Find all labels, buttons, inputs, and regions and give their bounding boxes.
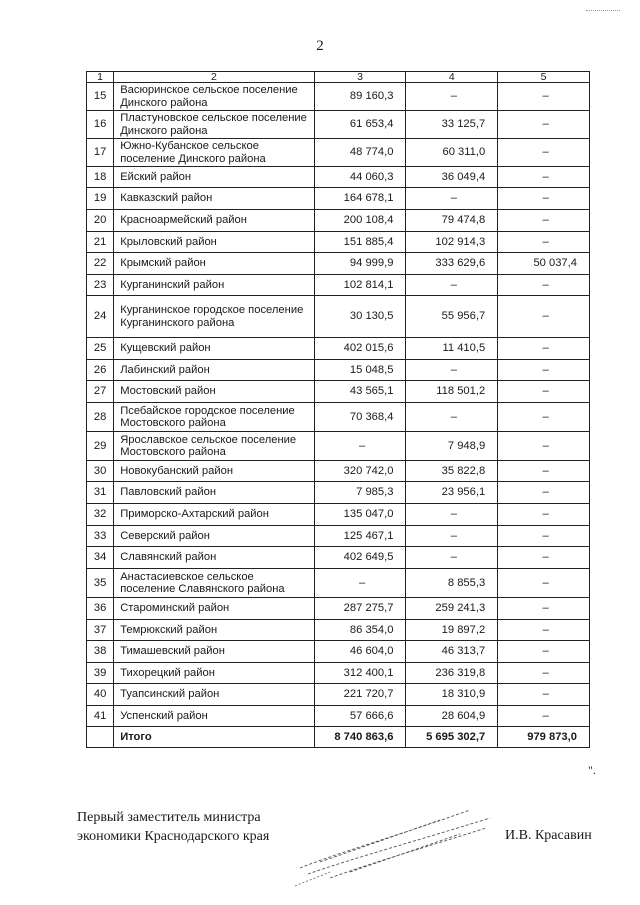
row-number: 22 bbox=[87, 253, 114, 275]
row-value-col4: 18 310,9 bbox=[406, 684, 498, 706]
row-value-col4: 8 855,3 bbox=[406, 569, 498, 598]
row-number: 30 bbox=[87, 461, 114, 482]
total-row bbox=[87, 727, 590, 748]
total-value-col3: 8 740 863,6 bbox=[314, 727, 406, 748]
table-row bbox=[87, 210, 590, 232]
row-value-col3: 102 814,1 bbox=[314, 275, 406, 296]
row-number: 32 bbox=[87, 504, 114, 526]
row-number: 38 bbox=[87, 641, 114, 663]
row-name: Кущевский район bbox=[114, 338, 315, 360]
table-row bbox=[87, 663, 590, 684]
table-row bbox=[87, 253, 590, 275]
budget-table bbox=[86, 71, 590, 748]
table-row bbox=[87, 598, 590, 620]
row-value-col3: 70 368,4 bbox=[314, 403, 406, 432]
table-row bbox=[87, 111, 590, 139]
row-number: 33 bbox=[87, 526, 114, 547]
row-value-col5: – bbox=[498, 504, 590, 526]
row-value-col3: 61 653,4 bbox=[314, 111, 406, 139]
row-value-col4: 118 501,2 bbox=[406, 381, 498, 403]
row-value-col3: – bbox=[314, 432, 406, 461]
row-number: 17 bbox=[87, 139, 114, 167]
handwritten-signature bbox=[290, 790, 510, 890]
row-value-col3: 44 060,3 bbox=[314, 167, 406, 188]
row-number: 25 bbox=[87, 338, 114, 360]
row-name: Приморско-Ахтарский район bbox=[114, 504, 315, 526]
row-value-col4: 333 629,6 bbox=[406, 253, 498, 275]
row-value-col4: 46 313,7 bbox=[406, 641, 498, 663]
row-name: Славянский район bbox=[114, 547, 315, 569]
row-number: 35 bbox=[87, 569, 114, 598]
row-value-col5: – bbox=[498, 641, 590, 663]
row-value-col5: – bbox=[498, 296, 590, 338]
row-value-col3: 94 999,9 bbox=[314, 253, 406, 275]
table-row bbox=[87, 83, 590, 111]
row-value-col3: 48 774,0 bbox=[314, 139, 406, 167]
table-row bbox=[87, 684, 590, 706]
row-name: Успенский район bbox=[114, 706, 315, 727]
column-number-4: 4 bbox=[406, 72, 498, 83]
row-value-col4: 55 956,7 bbox=[406, 296, 498, 338]
row-number: 19 bbox=[87, 188, 114, 210]
row-name: Курганинский район bbox=[114, 275, 315, 296]
row-value-col3: 89 160,3 bbox=[314, 83, 406, 111]
table-row bbox=[87, 547, 590, 569]
total-label: Итого bbox=[114, 727, 315, 748]
row-name: Анастасиевское сельское поселение Славянского района bbox=[114, 569, 315, 598]
row-value-col4: 60 311,0 bbox=[406, 139, 498, 167]
row-value-col3: 287 275,7 bbox=[314, 598, 406, 620]
row-number: 28 bbox=[87, 403, 114, 432]
table-row bbox=[87, 232, 590, 253]
table-row bbox=[87, 275, 590, 296]
row-value-col3: 164 678,1 bbox=[314, 188, 406, 210]
row-number: 39 bbox=[87, 663, 114, 684]
table-row bbox=[87, 403, 590, 432]
row-name: Павловский район bbox=[114, 482, 315, 504]
row-value-col3: 402 015,6 bbox=[314, 338, 406, 360]
column-number-row bbox=[87, 72, 590, 83]
row-number: 36 bbox=[87, 598, 114, 620]
row-value-col4: 102 914,3 bbox=[406, 232, 498, 253]
row-name: Курганинское городское поселение Курганинского района bbox=[114, 296, 315, 338]
row-name: Ейский район bbox=[114, 167, 315, 188]
row-value-col3: 86 354,0 bbox=[314, 620, 406, 641]
row-number: 37 bbox=[87, 620, 114, 641]
row-value-col5: – bbox=[498, 663, 590, 684]
row-value-col4: – bbox=[406, 526, 498, 547]
row-value-col4: 35 822,8 bbox=[406, 461, 498, 482]
signature-title-line-1: Первый заместитель министра bbox=[77, 810, 261, 825]
row-value-col3: 30 130,5 bbox=[314, 296, 406, 338]
table-row bbox=[87, 526, 590, 547]
row-value-col4: – bbox=[406, 83, 498, 111]
row-value-col4: 28 604,9 bbox=[406, 706, 498, 727]
row-value-col4: 23 956,1 bbox=[406, 482, 498, 504]
row-name: Староминский район bbox=[114, 598, 315, 620]
table-row bbox=[87, 461, 590, 482]
table-row bbox=[87, 188, 590, 210]
row-number: 34 bbox=[87, 547, 114, 569]
row-name: Красноармейский район bbox=[114, 210, 315, 232]
closing-quote: ". bbox=[588, 763, 596, 777]
table-row bbox=[87, 706, 590, 727]
column-number-1: 1 bbox=[87, 72, 114, 83]
row-value-col5: – bbox=[498, 547, 590, 569]
row-value-col5: – bbox=[498, 188, 590, 210]
row-number: 26 bbox=[87, 360, 114, 381]
table-row bbox=[87, 482, 590, 504]
row-number: 15 bbox=[87, 83, 114, 111]
table-row bbox=[87, 641, 590, 663]
row-number: 24 bbox=[87, 296, 114, 338]
row-value-col4: 33 125,7 bbox=[406, 111, 498, 139]
table-row bbox=[87, 139, 590, 167]
row-name: Крымский район bbox=[114, 253, 315, 275]
row-value-col5: – bbox=[498, 83, 590, 111]
signature-title bbox=[77, 808, 269, 846]
row-value-col4: – bbox=[406, 188, 498, 210]
row-name: Тихорецкий район bbox=[114, 663, 315, 684]
row-value-col5: – bbox=[498, 360, 590, 381]
table-row bbox=[87, 296, 590, 338]
row-name: Лабинский район bbox=[114, 360, 315, 381]
row-value-col4: – bbox=[406, 504, 498, 526]
column-number-2: 2 bbox=[114, 72, 315, 83]
row-value-col4: 79 474,8 bbox=[406, 210, 498, 232]
row-name: Пластуновское сельское поселение Динского района bbox=[114, 111, 315, 139]
row-value-col4: 236 319,8 bbox=[406, 663, 498, 684]
row-number: 18 bbox=[87, 167, 114, 188]
column-number-5: 5 bbox=[498, 72, 590, 83]
row-name: Новокубанский район bbox=[114, 461, 315, 482]
table-row bbox=[87, 381, 590, 403]
row-value-col5: – bbox=[498, 482, 590, 504]
row-value-col5: – bbox=[498, 232, 590, 253]
row-value-col5: – bbox=[498, 598, 590, 620]
row-value-col5: – bbox=[498, 526, 590, 547]
row-value-col3: 46 604,0 bbox=[314, 641, 406, 663]
row-value-col3: – bbox=[314, 569, 406, 598]
row-value-col3: 57 666,6 bbox=[314, 706, 406, 727]
row-value-col5: – bbox=[498, 569, 590, 598]
row-value-col4: 7 948,9 bbox=[406, 432, 498, 461]
row-value-col5: – bbox=[498, 139, 590, 167]
row-value-col4: – bbox=[406, 403, 498, 432]
row-value-col3: 320 742,0 bbox=[314, 461, 406, 482]
top-corner-mark bbox=[586, 10, 620, 11]
row-value-col5: – bbox=[498, 432, 590, 461]
row-name: Туапсинский район bbox=[114, 684, 315, 706]
table-row bbox=[87, 338, 590, 360]
row-value-col3: 125 467,1 bbox=[314, 526, 406, 547]
row-number: 27 bbox=[87, 381, 114, 403]
row-value-col4: – bbox=[406, 275, 498, 296]
row-value-col4: 19 897,2 bbox=[406, 620, 498, 641]
row-value-col3: 402 649,5 bbox=[314, 547, 406, 569]
table-row bbox=[87, 432, 590, 461]
row-value-col5: – bbox=[498, 111, 590, 139]
row-value-col4: 11 410,5 bbox=[406, 338, 498, 360]
row-name: Северский район bbox=[114, 526, 315, 547]
row-name: Южно-Кубанское сельское поселение Динского района bbox=[114, 139, 315, 167]
row-number: 31 bbox=[87, 482, 114, 504]
row-name: Тимашевский район bbox=[114, 641, 315, 663]
row-number: 20 bbox=[87, 210, 114, 232]
row-value-col5: 50 037,4 bbox=[498, 253, 590, 275]
row-value-col3: 7 985,3 bbox=[314, 482, 406, 504]
row-value-col3: 43 565,1 bbox=[314, 381, 406, 403]
row-name: Крыловский район bbox=[114, 232, 315, 253]
page-number: 2 bbox=[316, 38, 324, 54]
row-value-col3: 151 885,4 bbox=[314, 232, 406, 253]
row-value-col5: – bbox=[498, 210, 590, 232]
row-name: Кавказский район bbox=[114, 188, 315, 210]
row-value-col4: – bbox=[406, 547, 498, 569]
row-name: Ярославское сельское поселение Мостовского района bbox=[114, 432, 315, 461]
row-name: Темрюкский район bbox=[114, 620, 315, 641]
table-row bbox=[87, 569, 590, 598]
row-number: 41 bbox=[87, 706, 114, 727]
row-value-col5: – bbox=[498, 167, 590, 188]
row-value-col5: – bbox=[498, 338, 590, 360]
row-value-col4: – bbox=[406, 360, 498, 381]
row-name: Псебайское городское поселение Мостовского района bbox=[114, 403, 315, 432]
column-number-3: 3 bbox=[314, 72, 406, 83]
row-value-col5: – bbox=[498, 381, 590, 403]
row-value-col4: 259 241,3 bbox=[406, 598, 498, 620]
row-value-col3: 221 720,7 bbox=[314, 684, 406, 706]
table-row bbox=[87, 167, 590, 188]
row-name: Мостовский район bbox=[114, 381, 315, 403]
row-value-col5: – bbox=[498, 620, 590, 641]
row-value-col4: 36 049,4 bbox=[406, 167, 498, 188]
signer-name: И.В. Красавин bbox=[505, 828, 592, 843]
row-name: Васюринское сельское поселение Динского района bbox=[114, 83, 315, 111]
table-row bbox=[87, 504, 590, 526]
row-value-col5: – bbox=[498, 403, 590, 432]
total-value-col5: 979 873,0 bbox=[498, 727, 590, 748]
table-row bbox=[87, 620, 590, 641]
row-value-col3: 200 108,4 bbox=[314, 210, 406, 232]
row-number: 16 bbox=[87, 111, 114, 139]
table-row bbox=[87, 360, 590, 381]
row-value-col5: – bbox=[498, 275, 590, 296]
total-number bbox=[87, 727, 114, 748]
row-value-col5: – bbox=[498, 706, 590, 727]
signature-title-line-2: экономики Краснодарского края bbox=[77, 829, 270, 844]
row-number: 21 bbox=[87, 232, 114, 253]
total-value-col4: 5 695 302,7 bbox=[406, 727, 498, 748]
table-body bbox=[87, 72, 590, 748]
row-value-col3: 15 048,5 bbox=[314, 360, 406, 381]
row-number: 29 bbox=[87, 432, 114, 461]
row-value-col3: 135 047,0 bbox=[314, 504, 406, 526]
row-number: 23 bbox=[87, 275, 114, 296]
row-number: 40 bbox=[87, 684, 114, 706]
row-value-col3: 312 400,1 bbox=[314, 663, 406, 684]
row-value-col5: – bbox=[498, 684, 590, 706]
row-value-col5: – bbox=[498, 461, 590, 482]
